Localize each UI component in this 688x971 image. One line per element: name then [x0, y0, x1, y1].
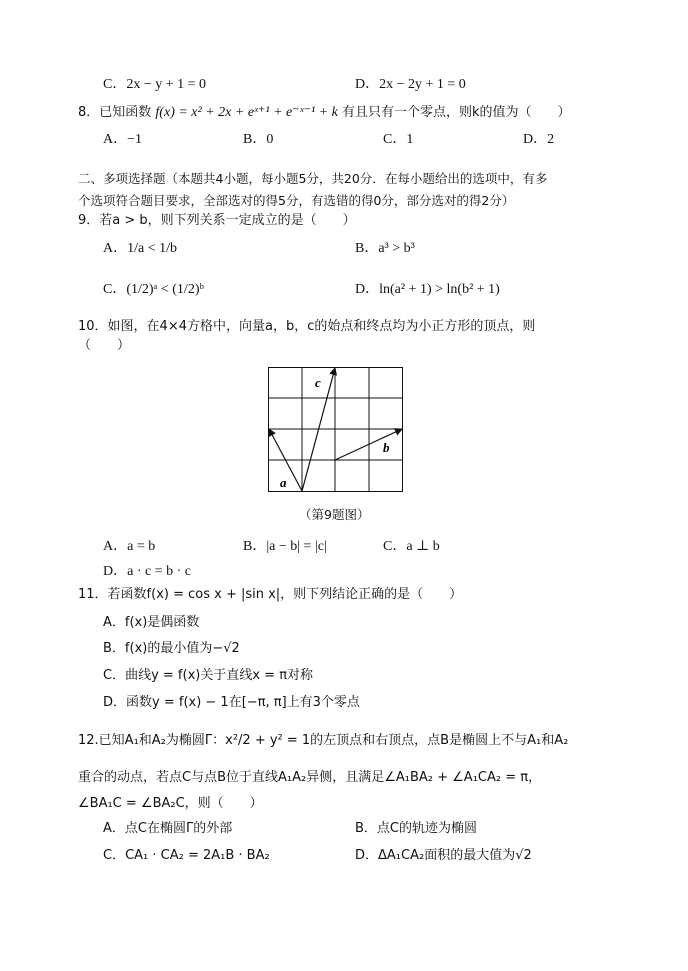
figure-caption: （第9题图）	[299, 507, 370, 522]
q12-stem-line1: 12.已知A₁和A₂为椭圆Γ：x²/2 + y² = 1的左顶点和右顶点，点B是椭圆上不与A₁和A₂	[78, 733, 569, 748]
q12-option-a: A．点C在椭圆Γ的外部	[103, 821, 233, 836]
grid-lines	[269, 368, 403, 492]
q8-formula: f(x) = x² + 2x + eˣ⁺¹ + e⁻ˣ⁻¹ + k	[155, 105, 338, 120]
q10-option-a: A．a = b	[103, 539, 156, 554]
q12-stem-line2: 重合的动点，若点C与点B位于直线A₁A₂异侧，且满足∠A₁BA₂ + ∠A₁CA₂ = π，	[78, 770, 542, 785]
q9-option-c: C．(1/2)ᵃ < (1/2)ᵇ	[103, 282, 204, 297]
q8-option-d: D．2	[523, 132, 555, 147]
q7-option-c: C．2x − y + 1 = 0	[103, 77, 207, 92]
vector-b-label: b	[383, 440, 390, 455]
section2-line1: 二、多项选择题（本题共4小题，每小题5分，共20分．在每小题给出的选项中，有多	[78, 171, 548, 186]
q12-option-c: C．CA₁ · CA₂ = 2A₁B · BA₂	[103, 848, 270, 863]
q9-option-d: D．ln(a² + 1) > ln(b² + 1)	[355, 282, 500, 297]
q8-stem	[78, 104, 571, 122]
section2-line2: 个选项符合题目要求，全部选对的得5分，有选错的得0分，部分选对的得2分）	[78, 193, 515, 208]
q7-option-d: D．2x − 2y + 1 = 0	[355, 77, 466, 92]
q8-option-a: A．−1	[103, 132, 143, 147]
q9-stem: 9．若a > b，则下列关系一定成立的是（ ）	[78, 213, 356, 228]
q11-option-d: D．函数y = f(x) − 1在[−π, π]上有3个零点	[103, 695, 360, 710]
q8-stem-suffix: 有且只有一个零点，则k的值为（ ）	[341, 105, 571, 120]
q9-option-a: A．1/a < 1/b	[103, 241, 177, 256]
q10-option-b: B．|a − b| = |c|	[243, 539, 327, 554]
q12-stem-line3: ∠BA₁C = ∠BA₂C，则（ ）	[78, 796, 263, 811]
q10-option-c: C．a ⊥ b	[383, 539, 440, 554]
q9-option-b: B．a³ > b³	[355, 241, 415, 256]
q10-stem-line2: （ ）	[78, 338, 131, 353]
q12-option-b: B．点C的轨迹为椭圆	[355, 821, 477, 836]
q11-option-a: A．f(x)是偶函数	[103, 615, 200, 630]
q10-stem-line1: 10．如图，在4×4方格中，向量a，b，c的始点和终点均为小正方形的顶点，则	[78, 319, 536, 334]
q10-option-d: D．a · c = b · c	[103, 564, 191, 579]
q11-option-b: B．f(x)的最小值为−√2	[103, 641, 240, 656]
q8-option-b: B．0	[243, 132, 274, 147]
q11-stem: 11．若函数f(x) = cos x + |sin x|，则下列结论正确的是（ ）	[78, 587, 463, 602]
q12-option-d: D．ΔA₁CA₂面积的最大值为√2	[355, 848, 532, 863]
q8-stem-prefix: 8．已知函数	[78, 105, 152, 120]
q11-option-c: C．曲线y = f(x)关于直线x = π对称	[103, 668, 314, 683]
q8-option-c: C．1	[383, 132, 414, 147]
vector-grid-figure	[268, 367, 404, 493]
vector-a-label: a	[280, 475, 287, 490]
vector-c-label: c	[315, 375, 321, 390]
